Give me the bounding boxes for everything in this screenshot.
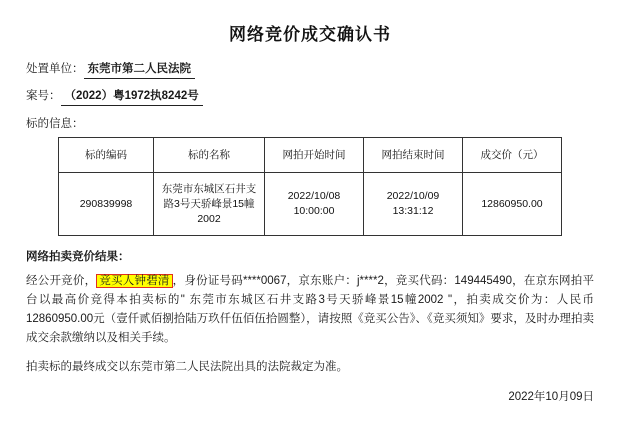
column-header-name: 标的名称 [154, 138, 265, 173]
cell-end-time: 2022/10/09 13:31:12 [364, 173, 463, 236]
case-number-value: （2022）粤1972执8242号 [61, 88, 203, 106]
table-row [59, 173, 562, 236]
result-paragraph [26, 272, 594, 348]
case-number-label: 案号： [26, 90, 61, 102]
column-header-end-time: 网拍结束时间 [364, 138, 463, 173]
paragraph-tail-text: ，身份证号码****0067，京东账户：j****2，竞买代码：149445490，在京东网拍平台以最高价竞得本拍卖标的" 东莞市东城区石井支路3号天骄峰景15幢2002 "，拍卖成交价为：人民币12860950.00元（壹仟贰佰捌拾陆万玖仟伍佰伍拾圆整），请按照《竞买公告》、《竞买须知》要求，及时办理拍卖成交余款缴纳以及相关手续。 [26, 275, 595, 344]
column-header-price: 成交价（元） [463, 138, 562, 173]
column-header-start-time: 网拍开始时间 [265, 138, 364, 173]
column-header-code: 标的编码 [59, 138, 154, 173]
disposal-unit-label: 处置单位： [26, 63, 84, 75]
footer-date: 2022年10月09日 [508, 391, 594, 403]
page-title: 网络竞价成交确认书 [229, 25, 391, 44]
bidder-highlight: 竞买人钟碧清 [96, 274, 172, 288]
result-heading: 网络拍卖竞价结果： [26, 251, 130, 263]
case-number-row [26, 88, 594, 106]
paragraph-lead-text: 经公开竞价， [26, 275, 97, 287]
disposal-unit-value: 东莞市第二人民法院 [84, 61, 196, 79]
cell-start-time: 2022/10/08 10:00:00 [265, 173, 364, 236]
table-header-row [59, 138, 562, 173]
cell-price: 12860950.00 [463, 173, 562, 236]
cell-name: 东莞市东城区石井支路3号天骄峰景15幢2002 [154, 173, 265, 236]
final-statement-paragraph: 拍卖标的最终成交以东莞市第二人民法院出具的法院裁定为准。 [26, 361, 348, 373]
disposal-unit-row [26, 61, 594, 79]
bid-result-table [58, 137, 562, 236]
subject-info-label: 标的信息： [26, 118, 84, 130]
cell-code: 290839998 [59, 173, 154, 236]
